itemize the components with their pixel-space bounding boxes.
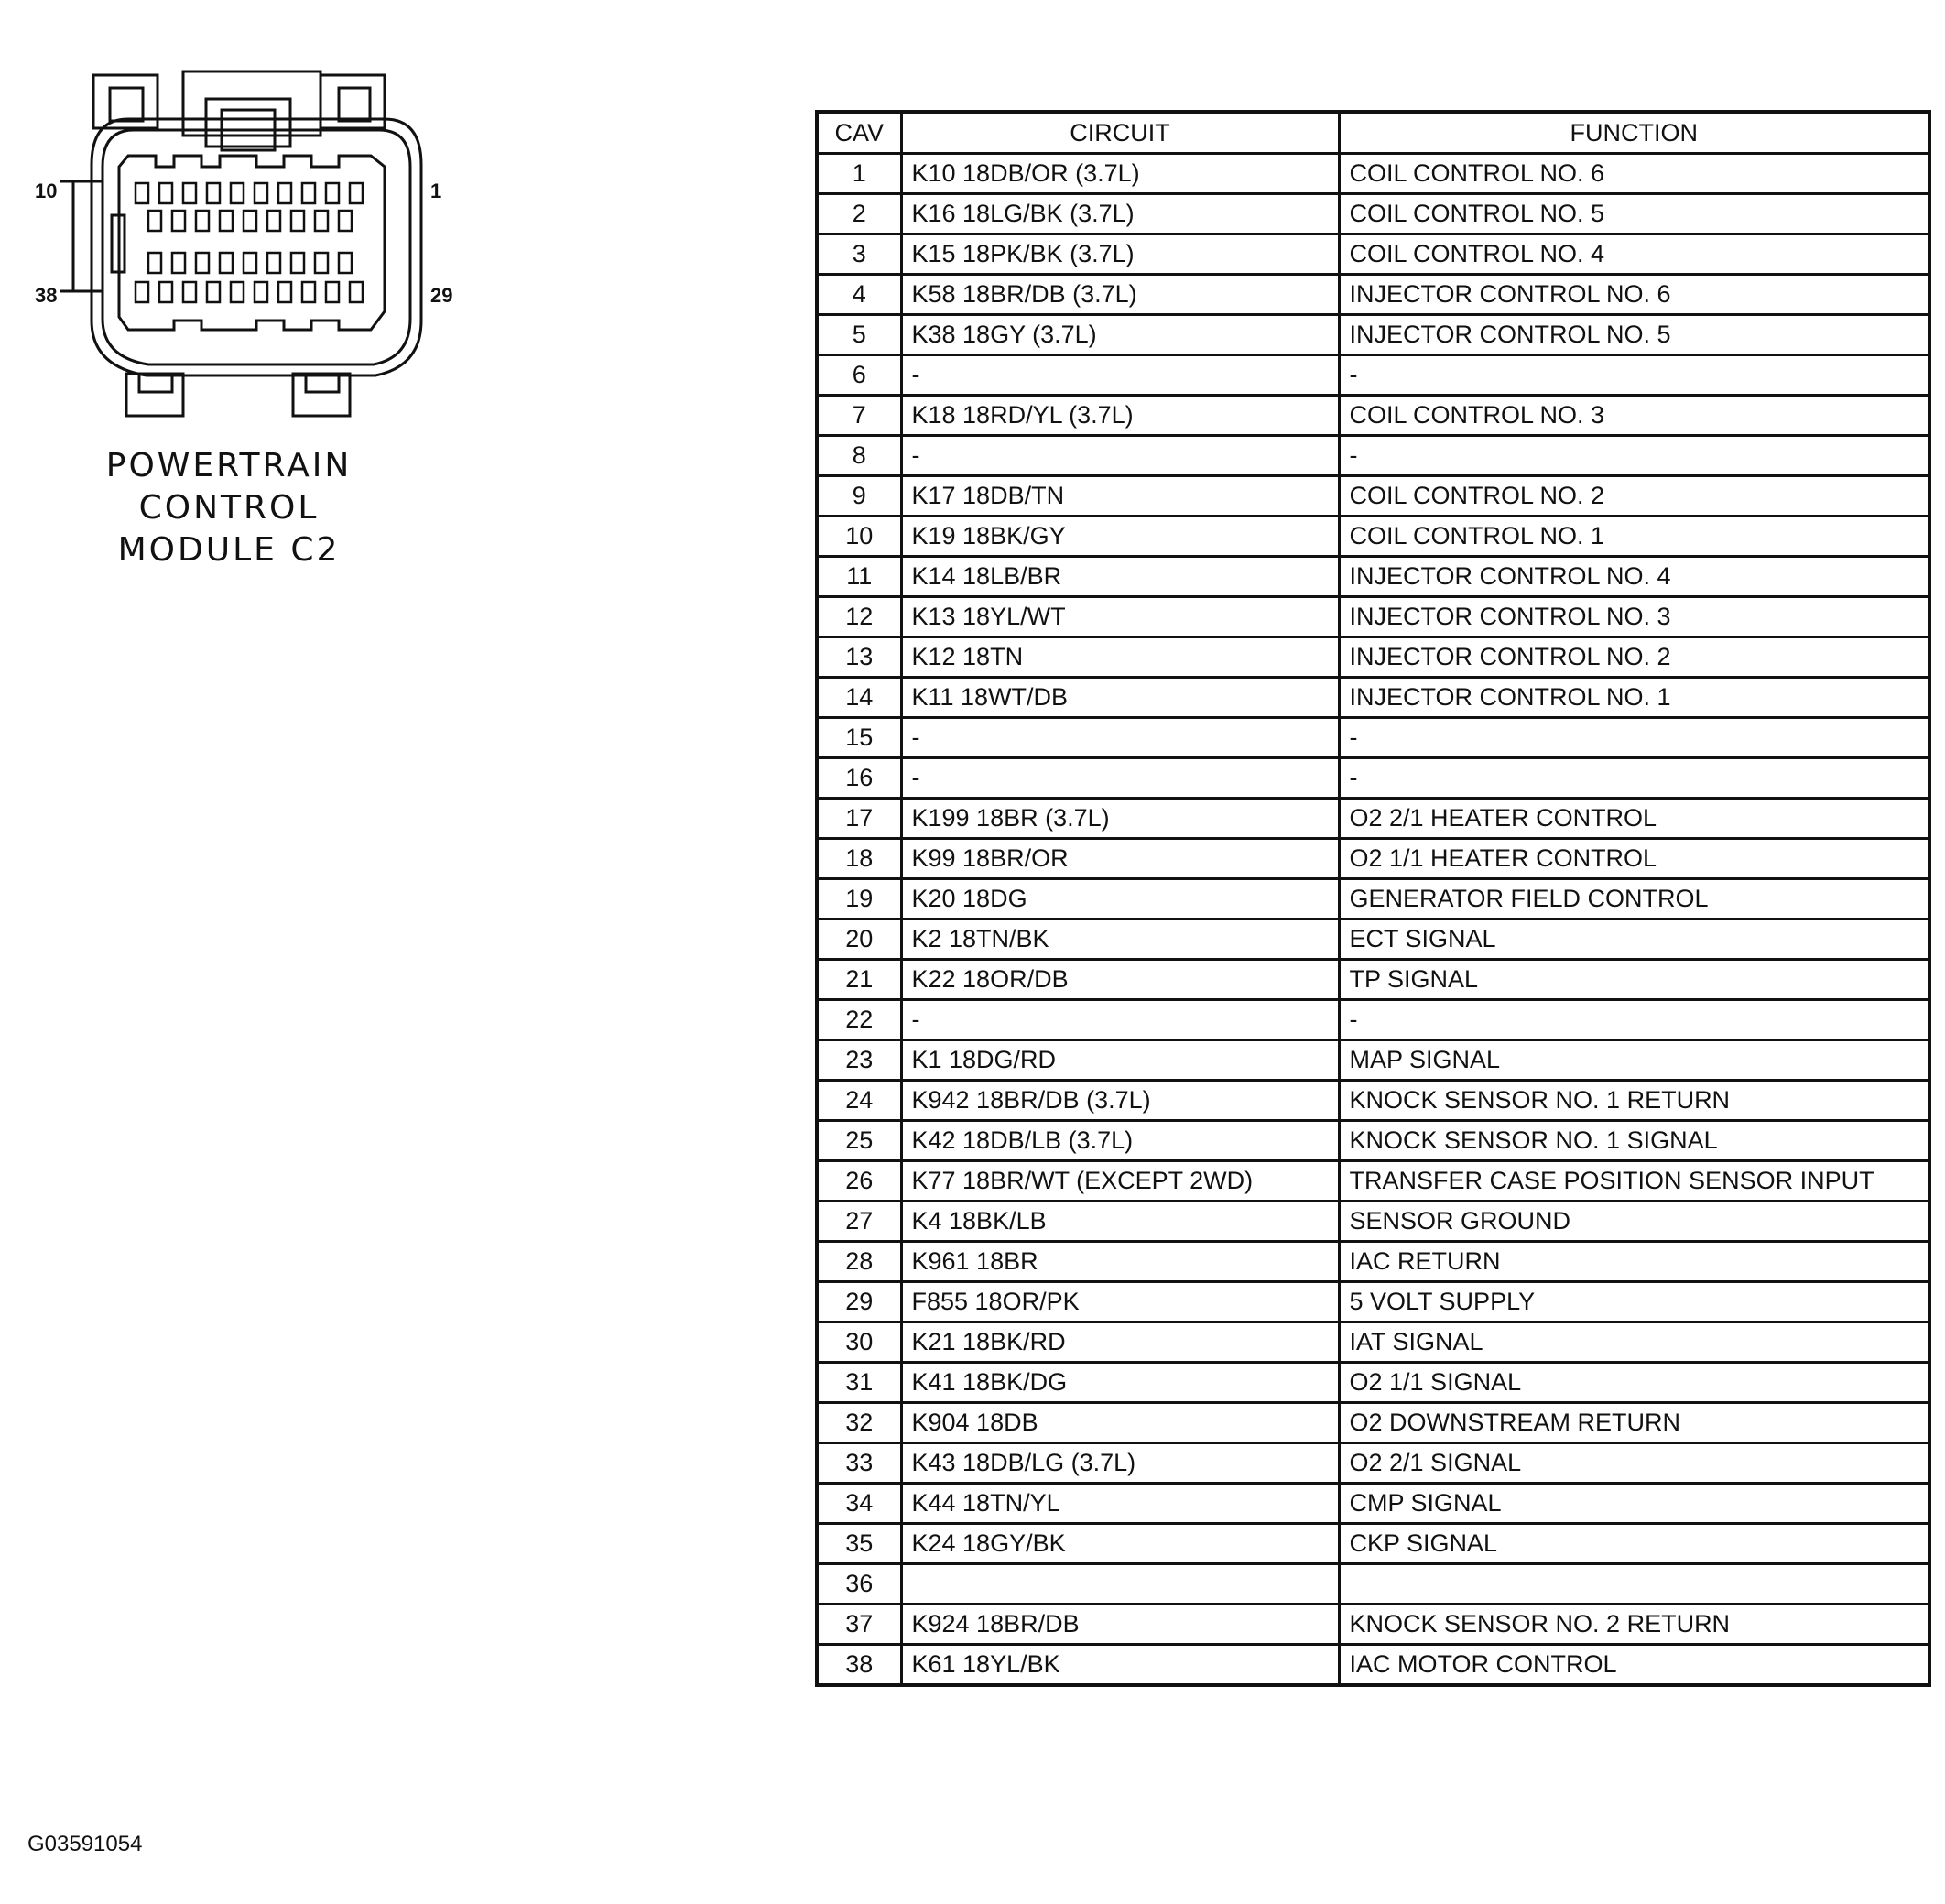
cell-function: INJECTOR CONTROL NO. 5	[1339, 315, 1929, 355]
table-row	[817, 1484, 1929, 1524]
pin-cavity-icon	[183, 282, 196, 302]
pin-cavity-icon	[278, 282, 291, 302]
table-row	[817, 1121, 1929, 1161]
connector-face-icon	[18, 64, 494, 449]
cell-circuit: K20 18DG	[901, 879, 1339, 919]
cell-circuit: K17 18DB/TN	[901, 476, 1339, 517]
pin-cavity-icon	[315, 253, 328, 273]
pin-cavity-icon	[172, 253, 185, 273]
pin-cavity-icon	[136, 282, 148, 302]
cell-function: GENERATOR FIELD CONTROL	[1339, 879, 1929, 919]
cell-circuit: K16 18LG/BK (3.7L)	[901, 194, 1339, 234]
pin-cavity-icon	[220, 211, 233, 231]
pin-cavity-icon	[183, 183, 196, 203]
cell-function: ECT SIGNAL	[1339, 919, 1929, 960]
cell-circuit: K12 18TN	[901, 637, 1339, 678]
cell-cav: 36	[817, 1564, 901, 1605]
cell-cav: 12	[817, 597, 901, 637]
table-row	[817, 1040, 1929, 1081]
cell-function: -	[1339, 355, 1929, 396]
cell-cav: 2	[817, 194, 901, 234]
header-function: FUNCTION	[1339, 112, 1929, 154]
cell-circuit: K11 18WT/DB	[901, 678, 1339, 718]
table-row	[817, 1161, 1929, 1202]
pin-cavity-icon	[244, 253, 256, 273]
table-row	[817, 1564, 1929, 1605]
table-row	[817, 154, 1929, 194]
pin-cavity-icon	[231, 183, 244, 203]
cell-cav: 22	[817, 1000, 901, 1040]
table-row	[817, 637, 1929, 678]
cell-function: COIL CONTROL NO. 3	[1339, 396, 1929, 436]
pin-label-10: 10	[35, 180, 58, 202]
table-row	[817, 194, 1929, 234]
cell-function: O2 2/1 HEATER CONTROL	[1339, 799, 1929, 839]
cell-circuit: K41 18BK/DG	[901, 1363, 1339, 1403]
cell-cav: 6	[817, 355, 901, 396]
cell-function: IAC RETURN	[1339, 1242, 1929, 1282]
cell-circuit: -	[901, 718, 1339, 758]
pin-cavity-icon	[302, 183, 315, 203]
caption-line: POWERTRAIN	[105, 447, 353, 484]
table-row	[817, 1363, 1929, 1403]
table-row	[817, 839, 1929, 879]
cell-function: O2 1/1 HEATER CONTROL	[1339, 839, 1929, 879]
table-row	[817, 960, 1929, 1000]
cell-circuit: F855 18OR/PK	[901, 1282, 1339, 1322]
cell-cav: 8	[817, 436, 901, 476]
table-row	[817, 758, 1929, 799]
cell-circuit: K19 18BK/GY	[901, 517, 1339, 557]
cell-cav: 3	[817, 234, 901, 275]
cell-circuit: K99 18BR/OR	[901, 839, 1339, 879]
cell-cav: 37	[817, 1605, 901, 1645]
cell-function: INJECTOR CONTROL NO. 3	[1339, 597, 1929, 637]
cell-cav: 18	[817, 839, 901, 879]
cell-cav: 32	[817, 1403, 901, 1443]
cell-cav: 25	[817, 1121, 901, 1161]
table-row	[817, 275, 1929, 315]
pin-cavity-icon	[350, 282, 363, 302]
header-circuit: CIRCUIT	[901, 112, 1339, 154]
cell-circuit: K924 18BR/DB	[901, 1605, 1339, 1645]
table-row	[817, 1645, 1929, 1686]
cell-function: INJECTOR CONTROL NO. 4	[1339, 557, 1929, 597]
cell-function: KNOCK SENSOR NO. 1 RETURN	[1339, 1081, 1929, 1121]
cell-circuit: -	[901, 1000, 1339, 1040]
cell-cav: 24	[817, 1081, 901, 1121]
pin-cavity-icon	[196, 211, 209, 231]
cell-function: TP SIGNAL	[1339, 960, 1929, 1000]
cell-circuit: K2 18TN/BK	[901, 919, 1339, 960]
cell-cav: 21	[817, 960, 901, 1000]
pin-cavity-icon	[172, 211, 185, 231]
pin-cavity-icon	[267, 253, 280, 273]
table-row	[817, 597, 1929, 637]
cell-function: -	[1339, 436, 1929, 476]
cell-function: CKP SIGNAL	[1339, 1524, 1929, 1564]
cell-function: -	[1339, 1000, 1929, 1040]
caption-line: MODULE C2	[117, 531, 341, 569]
cell-function: SENSOR GROUND	[1339, 1202, 1929, 1242]
cell-function: KNOCK SENSOR NO. 2 RETURN	[1339, 1605, 1929, 1645]
pin-cavity-icon	[231, 282, 244, 302]
cell-function: O2 1/1 SIGNAL	[1339, 1363, 1929, 1403]
cell-cav: 38	[817, 1645, 901, 1686]
table-row	[817, 1605, 1929, 1645]
cell-circuit: K22 18OR/DB	[901, 960, 1339, 1000]
cell-function: CMP SIGNAL	[1339, 1484, 1929, 1524]
cell-circuit: K10 18DB/OR (3.7L)	[901, 154, 1339, 194]
cell-function: KNOCK SENSOR NO. 1 SIGNAL	[1339, 1121, 1929, 1161]
cell-function: IAT SIGNAL	[1339, 1322, 1929, 1363]
cell-function: O2 DOWNSTREAM RETURN	[1339, 1403, 1929, 1443]
figure-id: G03591054	[27, 1832, 143, 1856]
table-row	[817, 799, 1929, 839]
table-row	[817, 234, 1929, 275]
cell-function: COIL CONTROL NO. 1	[1339, 517, 1929, 557]
cell-function: INJECTOR CONTROL NO. 6	[1339, 275, 1929, 315]
cell-circuit: -	[901, 355, 1339, 396]
cell-circuit: K58 18BR/DB (3.7L)	[901, 275, 1339, 315]
cell-circuit: K942 18BR/DB (3.7L)	[901, 1081, 1339, 1121]
cell-cav: 23	[817, 1040, 901, 1081]
cell-function: COIL CONTROL NO. 5	[1339, 194, 1929, 234]
pin-cavity-icon	[315, 211, 328, 231]
pin-cavity-icon	[339, 211, 352, 231]
cell-function: -	[1339, 718, 1929, 758]
pin-cavity-icon	[207, 282, 220, 302]
cell-function: INJECTOR CONTROL NO. 2	[1339, 637, 1929, 678]
table-row	[817, 1322, 1929, 1363]
pin-cavity-icon	[291, 211, 304, 231]
cell-circuit: K4 18BK/LB	[901, 1202, 1339, 1242]
table-row	[817, 879, 1929, 919]
cell-circuit: K1 18DG/RD	[901, 1040, 1339, 1081]
connector-caption	[64, 445, 394, 571]
pin-cavity-icon	[350, 183, 363, 203]
cell-cav: 11	[817, 557, 901, 597]
cell-cav: 26	[817, 1161, 901, 1202]
table-row	[817, 1403, 1929, 1443]
pin-cavity-icon	[148, 211, 161, 231]
cell-circuit: K904 18DB	[901, 1403, 1339, 1443]
cell-circuit: K961 18BR	[901, 1242, 1339, 1282]
cell-circuit: K38 18GY (3.7L)	[901, 315, 1339, 355]
cell-circuit: K61 18YL/BK	[901, 1645, 1339, 1686]
table-row	[817, 557, 1929, 597]
cell-cav: 35	[817, 1524, 901, 1564]
pin-cavity-icon	[196, 253, 209, 273]
cell-cav: 27	[817, 1202, 901, 1242]
caption-line: CONTROL	[138, 489, 320, 527]
cell-cav: 5	[817, 315, 901, 355]
cell-circuit	[901, 1564, 1339, 1605]
table-row	[817, 1282, 1929, 1322]
table-row	[817, 315, 1929, 355]
pin-cavity-icon	[255, 183, 267, 203]
pin-cavity-icon	[278, 183, 291, 203]
cell-circuit: K199 18BR (3.7L)	[901, 799, 1339, 839]
cell-circuit: -	[901, 436, 1339, 476]
pin-cavity-icon	[159, 183, 172, 203]
table-row	[817, 396, 1929, 436]
cell-cav: 33	[817, 1443, 901, 1484]
cell-cav: 29	[817, 1282, 901, 1322]
cell-circuit: K13 18YL/WT	[901, 597, 1339, 637]
cell-circuit: -	[901, 758, 1339, 799]
cell-function: IAC MOTOR CONTROL	[1339, 1645, 1929, 1686]
cell-circuit: K15 18PK/BK (3.7L)	[901, 234, 1339, 275]
table-row	[817, 1242, 1929, 1282]
cell-cav: 30	[817, 1322, 901, 1363]
cell-function: TRANSFER CASE POSITION SENSOR INPUT	[1339, 1161, 1929, 1202]
pin-cavity-icon	[255, 282, 267, 302]
cell-circuit: K24 18GY/BK	[901, 1524, 1339, 1564]
cell-cav: 1	[817, 154, 901, 194]
cell-cav: 31	[817, 1363, 901, 1403]
cell-function: COIL CONTROL NO. 2	[1339, 476, 1929, 517]
table-row	[817, 517, 1929, 557]
table-row	[817, 1081, 1929, 1121]
cell-cav: 4	[817, 275, 901, 315]
cell-function: INJECTOR CONTROL NO. 1	[1339, 678, 1929, 718]
pin-cavity-icon	[291, 253, 304, 273]
cell-function: 5 VOLT SUPPLY	[1339, 1282, 1929, 1322]
cell-circuit: K44 18TN/YL	[901, 1484, 1339, 1524]
cell-cav: 13	[817, 637, 901, 678]
cell-circuit: K14 18LB/BR	[901, 557, 1339, 597]
table-row	[817, 919, 1929, 960]
cell-function	[1339, 1564, 1929, 1605]
header-cav: CAV	[817, 112, 901, 154]
cell-circuit: K18 18RD/YL (3.7L)	[901, 396, 1339, 436]
cavity-table	[815, 110, 1931, 1687]
cell-cav: 17	[817, 799, 901, 839]
pin-label-1: 1	[430, 180, 442, 202]
cell-cav: 19	[817, 879, 901, 919]
cell-function: MAP SIGNAL	[1339, 1040, 1929, 1081]
table-row	[817, 355, 1929, 396]
pin-cavity-icon	[326, 282, 339, 302]
pin-cavity-icon	[302, 282, 315, 302]
cell-cav: 34	[817, 1484, 901, 1524]
cell-cav: 14	[817, 678, 901, 718]
cell-cav: 10	[817, 517, 901, 557]
pin-cavity-icon	[267, 211, 280, 231]
cell-cav: 28	[817, 1242, 901, 1282]
table-row	[817, 678, 1929, 718]
cell-circuit: K43 18DB/LG (3.7L)	[901, 1443, 1339, 1484]
table-row	[817, 1202, 1929, 1242]
table-row	[817, 718, 1929, 758]
cell-cav: 15	[817, 718, 901, 758]
cell-cav: 20	[817, 919, 901, 960]
table-row	[817, 1000, 1929, 1040]
cell-function: -	[1339, 758, 1929, 799]
table-row	[817, 1443, 1929, 1484]
pin-cavity-icon	[148, 253, 161, 273]
table-header-row	[817, 112, 1929, 154]
cell-cav: 7	[817, 396, 901, 436]
cell-cav: 9	[817, 476, 901, 517]
pin-cavity-icon	[207, 183, 220, 203]
pin-cavity-icon	[244, 211, 256, 231]
table-row	[817, 476, 1929, 517]
pin-cavity-icon	[159, 282, 172, 302]
pin-label-29: 29	[430, 284, 453, 307]
cell-cav: 16	[817, 758, 901, 799]
table-row	[817, 1524, 1929, 1564]
cell-circuit: K77 18BR/WT (EXCEPT 2WD)	[901, 1161, 1339, 1202]
table-row	[817, 436, 1929, 476]
cell-function: COIL CONTROL NO. 6	[1339, 154, 1929, 194]
pin-cavity-icon	[136, 183, 148, 203]
pin-cavity-icon	[339, 253, 352, 273]
pin-label-38: 38	[35, 284, 58, 307]
cell-circuit: K42 18DB/LB (3.7L)	[901, 1121, 1339, 1161]
cell-function: COIL CONTROL NO. 4	[1339, 234, 1929, 275]
cell-circuit: K21 18BK/RD	[901, 1322, 1339, 1363]
pin-cavity-icon	[326, 183, 339, 203]
cell-function: O2 2/1 SIGNAL	[1339, 1443, 1929, 1484]
connector-diagram	[18, 64, 494, 449]
pin-cavity-icon	[220, 253, 233, 273]
